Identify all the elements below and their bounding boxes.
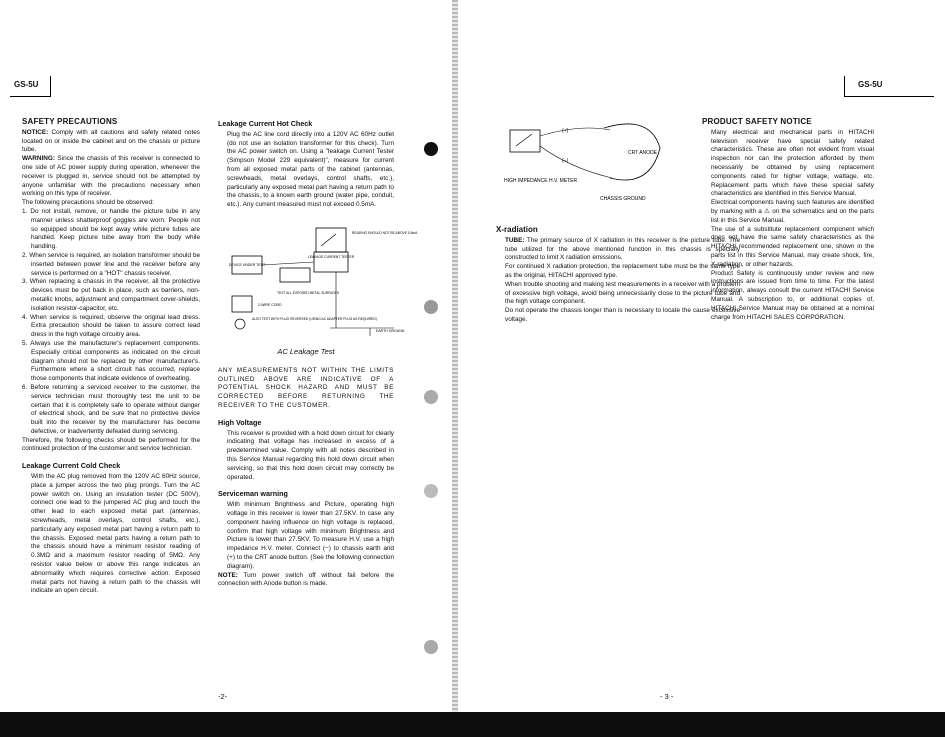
right-column-2 xyxy=(702,118,874,322)
header-rule xyxy=(844,96,934,97)
safety-item: 4. When service is required, observe the original lead dress. Extra precaution should be taken to assure correct lead dress in the high voltage circuitry area. xyxy=(22,313,200,339)
page-number-right: - 3 - xyxy=(660,692,674,701)
xradiation-title: X-radiation xyxy=(496,225,538,234)
adapter-label: ALSO TEST WITH PLUG REVERSED (USING AC ADAPTER PLUG AS REQUIRED) xyxy=(252,316,377,321)
right-page xyxy=(460,0,945,737)
safety-item: 3. When replacing a chassis in the receiver, all the protective devices must be put back in place, such as barriers, non-metallic knobs, adjustment and compartment cover-shields, isolation resistor-capacitor, etc. xyxy=(22,278,200,312)
note: NOTE: Turn power switch off without fail before the connection with Anode button is made. xyxy=(218,571,394,588)
serviceman-title: Serviceman warning xyxy=(218,489,288,499)
serviceman-text: With minimum Brightness and Picture, operating high voltage in this receiver is lower than 27.5KV. In case any component having influence on high voltage is replaced, confirm that high voltage with minimum Brightness and Picture is lower than 27.5KV. To measure H.V. use a high impedance H.V. meter. Connect (−) to chassis earth and (+) to the CRT anode button. (See the following connection diagram). xyxy=(227,501,394,570)
cold-check-text: With the AC plug removed from the 120V AC 60Hz source, place a jumper across the two plug prongs. Turn the AC power switch on. Using an insulation tester (DC 500V), connect one lead to the jumpered AC plug and touch the other lead to each exposed metal part (antennas, screwheads, metal overlays, control shafts, etc.), particularly any exposed metal part having a return path to the chassis. Exposed metal parts having a return path to the chassis should have a minimum resistor reading of 0.3MΩ and a maximum resistor reading of 5MΩ. Any resistor value below or above this range indicates an abnormality which requires corrective action. Exposed metal parts not having a return path to the chassis will indicate an open circuit. xyxy=(31,473,200,595)
punch-hole xyxy=(424,484,438,498)
xradiation-p3: When trouble shooting and making test measurements in a receiver with a problem of excessive high voltage, avoid being unnecessarily close to the picture tube and the high voltage component. xyxy=(505,280,740,306)
wire-cord-label: 2-WIRE CORD xyxy=(258,302,282,307)
left-column-1 xyxy=(22,118,200,596)
hot-check-text: Plug the AC line cord directly into a 120V AC 60Hz outlet (do not use an isolation transformer for this check). Turn the AC power switch on. Using a "leakage Current Tester (Simpson Model 229 equivalent)", measure for current from all exposed metal parts of the cabinet (antennas, screwheads, metal overlays, control shafts, etc.), particularly any exposed metal part having a return path to the chassis, to a known earth ground (water pipe, conduit, etc.). Any current measured must not exceed 0.5mA. xyxy=(227,130,394,209)
device-label: DEVICE UNDER TEST xyxy=(228,262,266,267)
xradiation-p2: For continued X radiation protection, the replacement tube must be the same type as the original, HITACHI approved type. xyxy=(505,263,740,279)
left-column-2 xyxy=(218,119,418,589)
product-safety-title: PRODUCT SAFETY NOTICE xyxy=(702,117,812,126)
tester-label: LEAKAGE CURRENT TESTER xyxy=(307,254,355,259)
plus-label: (+) xyxy=(562,128,569,134)
scan-edge-strip xyxy=(0,712,945,737)
punch-hole xyxy=(424,300,438,314)
safety-notice: NOTICE: Comply with all cautions and safety related notes located on or inside the cabinet and on the chassis or picture tube. xyxy=(22,128,200,154)
test-all-label: TEST ALL EXPOSED METAL SURFACES xyxy=(277,290,339,295)
reading-label: READING SHOULD NOT BE ABOVE 0.5mA xyxy=(352,230,418,235)
xradiation-p1: TUBE: The primary source of X radiation in this receiver is the picture tube. The tube utilized for the above mentioned function in this chassis is specially constructed to limit X radiation emissions. xyxy=(505,236,740,262)
safety-item: 6. Before returning a serviced receiver to the customer, the service technician must thoroughly test the unit to be certain that it is completely safe to operate without danger of electrical shock, and be sure that no protective device built into the receiver by the manufacturer has become defective, or inadvertently defeated during servicing. xyxy=(22,383,200,435)
safety-item: 1. Do not install, remove, or handle the picture tube in any manner unless shatterproof goggles are worn. People not so equipped should be kept away while picture tubes are handled. Keep picture tube away from the body while handling. xyxy=(22,207,200,251)
header-tick xyxy=(844,76,845,97)
punch-hole xyxy=(424,390,438,404)
product-safety-p4: Product Safety is continuously under review and new instructions are issued from time to time. For the latest information, always consult the current HITACHI Service Manual. A subscription to, or additional copies of, HITACHI Service Manual may be obtained at a nominal charge from HITACHI SALES CORPORATION. xyxy=(711,269,874,321)
safety-item: 2. When service is required, an isolation transformer should be inserted between power line and the receiver before any service is performed on a "HOT" chassis receiver. xyxy=(22,251,200,277)
left-page xyxy=(0,0,452,737)
product-safety-p1: Many electrical and mechanical parts in HITACHI television receiver have special safety related characteristics. These are often not evident from visual inspection nor can the protection afforded by them necessarily be obtained by using replacement components rated for higher voltage, wattage, etc. Replacement parts which have these special safety characteristics are identified in this Service Manual. xyxy=(711,128,874,198)
product-safety-p2: Electrical components having such features are identified by marking with a ⚠ on the schematics and on the parts list in this Service Manual. xyxy=(711,199,874,224)
hot-check-title: Leakage Current Hot Check xyxy=(218,119,313,128)
xradiation-p4: Do not operate the chassis longer than is necessary to locate the cause excessive voltage. xyxy=(505,307,740,323)
page-header-right: GS-5U xyxy=(858,80,883,89)
safety-item: 5. Always use the manufacturer's replacement components. Especially critical components as indicated on the circuit diagram should not be replaced by other manufacturer's. Furthermore where a short circuit has occurred, replace those components that indicate evidence of overheating. xyxy=(22,339,200,383)
minus-label: (−) xyxy=(562,158,569,164)
binder-strip xyxy=(452,0,458,737)
punch-hole xyxy=(424,142,438,156)
hv-connection-diagram xyxy=(500,118,700,208)
high-voltage-text: This receiver is provided with a hold down circuit for clearly indicating that voltage has increased in excess of a predetermined value. Comply with all notes described in this Service Manual regarding this hold down circuit when servicing, so that this hold down circuit may correctly be operated. xyxy=(227,429,394,481)
punch-hole xyxy=(424,640,438,654)
high-voltage-title: High Voltage xyxy=(218,417,262,427)
product-safety-p3: The use of a substitute replacement component which does not have the same safety characteristics as the HITACHI recommended replacement one, shown in the parts list in this Service Manual, may create shock, fire, X-radiation, or other hazards. xyxy=(711,225,874,268)
header-tick xyxy=(50,76,51,97)
cold-check-title: Leakage Current Cold Check xyxy=(22,461,121,471)
chassis-ground-label: CHASSIS GROUND xyxy=(600,196,646,202)
header-rule xyxy=(10,96,50,97)
safety-warning: WARNING: Since the chassis of this receiver is connected to one side of AC power supply during operation, whenever the receiver is plugged in, service should not be attempted by anyone unfamiliar with the precautions necessary when working on this type of receiver. xyxy=(22,155,200,198)
page-number-left: -2- xyxy=(218,692,228,701)
page-header-left: GS-5U xyxy=(14,80,39,89)
earth-label: EARTH GROUND xyxy=(376,328,405,333)
diagram-caption: AC Leakage Test xyxy=(277,346,335,356)
safety-closing: Therefore, the following checks should be performed for the continued protection of the customer and service technician. xyxy=(22,436,200,453)
meter-label: HIGH IMPEDANCE H.V. METER xyxy=(504,178,578,184)
safety-title: SAFETY PRECAUTIONS xyxy=(22,117,118,126)
safety-intro: The following precautions should be observed: xyxy=(22,199,154,207)
measurements-warning: ANY MEASUREMENTS NOT WITHIN THE LIMITS OUTLINED ABOVE ARE INDICATIVE OF A POTENTIAL SHOCK HAZARD AND MUST BE CORRECTED BEFORE RETURNING THE RECEIVER TO THE CUSTOMER. xyxy=(218,366,394,409)
ac-leakage-diagram xyxy=(218,224,418,344)
crt-anode-label: CRT ANODE xyxy=(628,150,657,156)
